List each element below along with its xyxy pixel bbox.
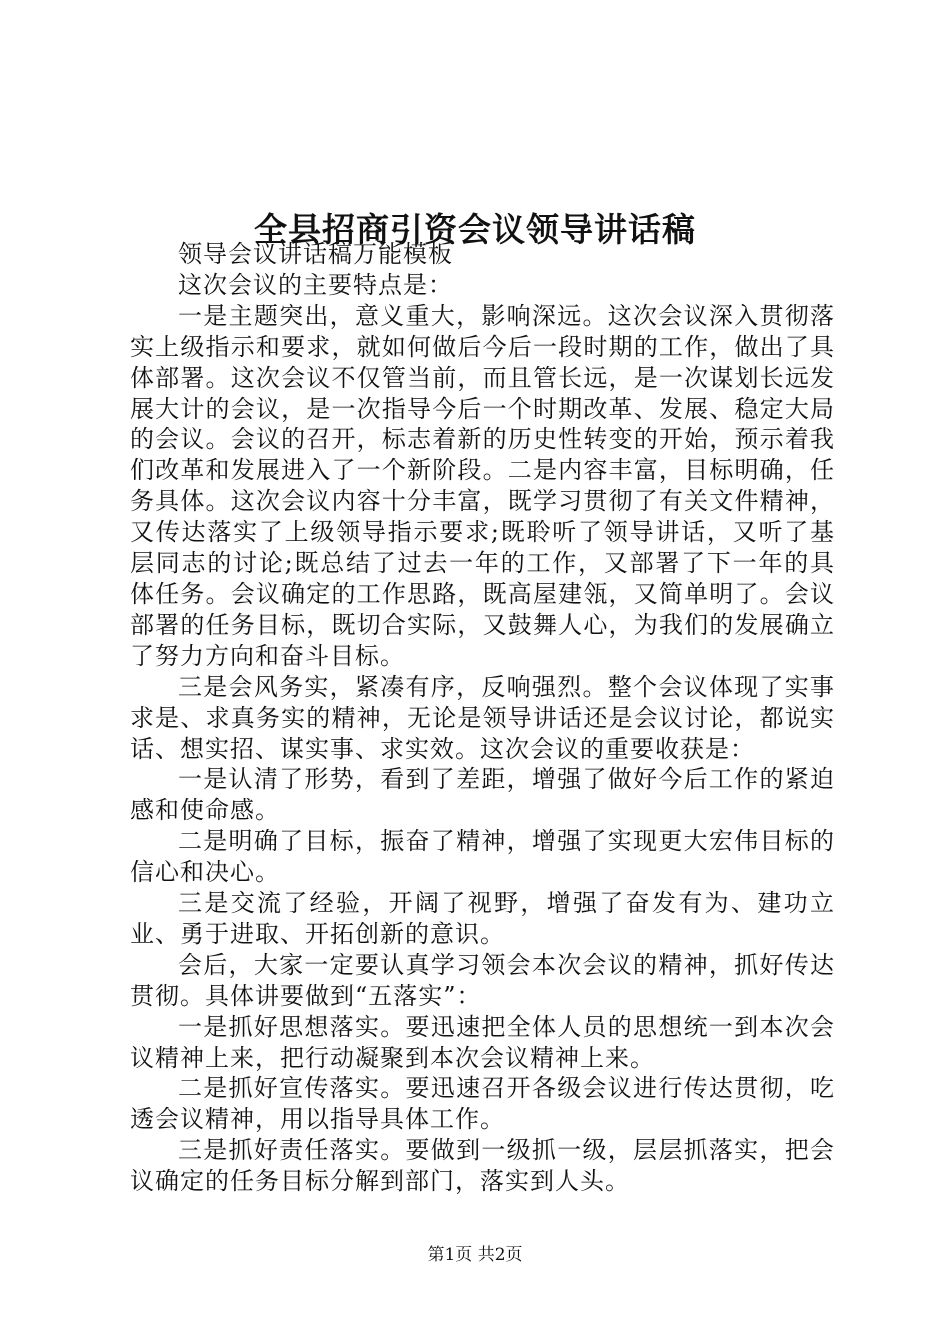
- paragraph: 三是交流了经验，开阔了视野，增强了奋发有为、建功立业、勇于进取、开拓创新的意识。: [130, 889, 835, 948]
- page-number: 第1页 共2页: [427, 1245, 523, 1265]
- paragraph: 一是抓好思想落实。要迅速把全体人员的思想统一到本次会议精神上来，把行动凝聚到本次会议精神上来。: [130, 1012, 835, 1072]
- paragraph: 一是认清了形势，看到了差距，增强了做好今后工作的紧迫感和使命感。: [130, 765, 835, 825]
- document-title: 全县招商引资会议领导讲话稿: [254, 210, 696, 250]
- paragraph: 领导会议讲话稿万能模板: [178, 240, 453, 268]
- paragraph: 二是明确了目标，振奋了精神，增强了实现更大宏伟目标的信心和决心。: [130, 827, 835, 887]
- paragraph: 二是抓好宣传落实。要迅速召开各级会议进行传达贯彻，吃透会议精神，用以指导具体工作。: [130, 1074, 835, 1134]
- paragraph: 三是抓好责任落实。要做到一级抓一级，层层抓落实，把会议确定的任务目标分解到部门，落实到人头。: [130, 1136, 835, 1196]
- paragraph: 三是会风务实，紧凑有序，反响强烈。整个会议体现了实事求是、求真务实的精神，无论是领导讲话还是会议讨论，都说实话、想实招、谋实事、求实效。这次会议的重要收获是：: [130, 672, 835, 763]
- paragraph: 一是主题突出，意义重大，影响深远。这次会议深入贯彻落实上级指示和要求，就如何做后今后一段时期的工作，做出了具体部署。这次会议不仅管当前，而且管长远，是一次谋划长远发展大计的会议，是一次指导今后一个时期改革、发展、稳定大局的会议。会议的召开，标志着新的历史性转变的开始，预示着我们改革和发展进入了一个新阶段。二是内容丰富，目标明确，任务具体。这次会议内容十分丰富，既学习贯彻了有关文件精神，又传达落实了上级领导指示要求;既聆听了领导讲话，又听了基层同志的讨论;既总结了过去一年的工作，又部署了下一年的具体任务。会议确定的工作思路，既高屋建瓴，又简单明了。会议部署的任务目标，既切合实际，又鼓舞人心，为我们的发展确立了努力方向和奋斗目标。: [130, 301, 835, 670]
- paragraph: 这次会议的主要特点是：: [178, 270, 453, 299]
- document-body: [130, 239, 835, 1197]
- paragraph: 会后，大家一定要认真学习领会本次会议的精神，抓好传达贯彻。具体讲要做到“五落实”：: [130, 950, 835, 1010]
